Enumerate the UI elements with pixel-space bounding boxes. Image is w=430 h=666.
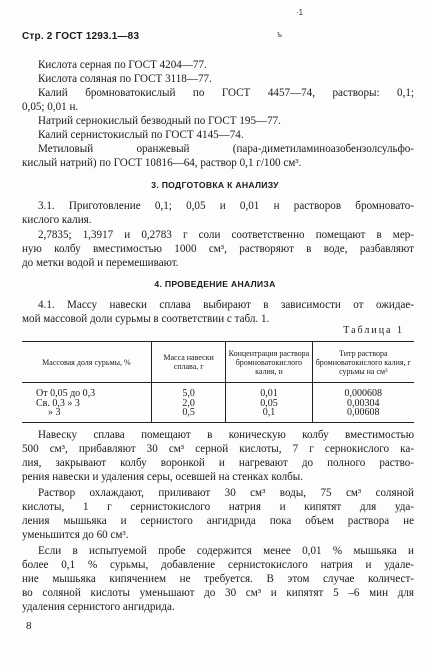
paragraph-line: более 0,1 % сурьмы, добавление сернистокислого натрия и удале- [22, 559, 414, 571]
paragraph-line: уменьшится до 60 см³. [22, 529, 129, 541]
cell-line: 0,00608 [347, 407, 380, 419]
reagent-line: Калий бромноватокислый по ГОСТ 4457—74, растворы: 0,1; [38, 87, 414, 99]
section-title: 4. ПРОВЕДЕНИЕ АНАЛИЗА [154, 279, 276, 289]
table-cell [151, 383, 225, 423]
paragraph-line: ления мышьяка и сернистого ангидрида пока объем раствора не [22, 515, 414, 527]
table-header-row [22, 342, 414, 383]
paragraph-line: Раствор охлаждают, приливают 30 см³ воды, 75 см³ соляной [38, 487, 414, 499]
cell-line: 0,00304 [347, 397, 380, 409]
page-header: Стр. 2 ГОСТ 1293.1—83 [22, 31, 140, 42]
column-header: Титр раствора бромноватокислого калия, г сурьмы на см³ [312, 342, 414, 383]
table-caption: Таблица 1 [343, 325, 404, 336]
page-number: 8 [26, 620, 32, 632]
column-header: Концентрация раствора бромноватокислого калия, н [226, 342, 312, 383]
cell-line: 0,000608 [344, 388, 383, 399]
paragraph-line: кислого калия. [22, 214, 92, 226]
scan-mark: ·1 [296, 8, 304, 17]
cell-line: Св. 0,3 » 3 [36, 397, 80, 409]
cell-line: 0,05 [260, 397, 278, 409]
reagent-line: Калий сернистокислый по ГОСТ 4145—74. [38, 129, 244, 141]
reagent-line: Натрий сернокислый безводный по ГОСТ 195—77. [38, 115, 281, 127]
reagent-line: Метиловый оранжевый (пара-диметиламиноазобензолсульфо- [38, 143, 414, 155]
reagent-line: 0,05; 0,01 н. [22, 101, 79, 113]
paragraph-line: Навеску сплава помещают в коническую колбу вместимостью [38, 429, 414, 441]
reagent-line: Кислота серная по ГОСТ 4204—77. [38, 59, 207, 71]
cell-line: » 3 [48, 407, 61, 419]
data-table [22, 341, 414, 423]
paragraph-line: во соляной кислоты уменьшают до 30 см³ и кипятят 5 –6 мин для [22, 587, 414, 599]
cell-line: 2,0 [182, 397, 195, 409]
reagent-line: кислый натрий) по ГОСТ 10816—64, раствор 0,1 г/100 см³. [22, 157, 302, 169]
cell-line: 0,1 [262, 407, 276, 419]
paragraph-line: мой массовой доли сурьмы в соответствии с табл. 1. [22, 313, 270, 325]
reagent-line: Кислота соляная по ГОСТ 3118—77. [38, 73, 212, 85]
table-cell [312, 383, 414, 423]
paragraph-line: рения навески и удаления серы, осевшей на стенках колбы. [22, 471, 304, 483]
cell-line: 0,5 [182, 407, 195, 419]
paragraph-line: кислоты, 1 г сернистокислого натрия и кипятят для уда- [22, 501, 414, 513]
cell-line: 5,0 [182, 388, 195, 399]
paragraph-line: лия, закрывают колбу воронкой и нагревают до полного раство- [22, 457, 414, 469]
column-header: Масса навески сплава, г [151, 342, 225, 383]
paragraph-line: до метки водой и перемешивают. [22, 257, 179, 269]
column-header: Массовая доля сурьмы, % [22, 342, 151, 383]
cell-line: От 0,05 до 0,3 [36, 388, 96, 399]
table-cell [226, 383, 312, 423]
paragraph-line: 2,7835; 1,3917 и 0,2783 г соли соответственно помещают в мер- [38, 229, 414, 241]
scan-mark: ъ [277, 30, 282, 39]
section-title: 3. ПОДГОТОВКА К АНАЛИЗУ [151, 180, 279, 190]
paragraph-line: ние мышьяка кипячением не требуется. В этом случае количест- [22, 573, 414, 585]
table-row [22, 383, 414, 423]
paragraph-line: 3.1. Приготовление 0,1; 0,05 и 0,01 н растворов бромновато- [38, 200, 414, 212]
paragraph-line: ную колбу вместимостью 1000 см³, растворяют в воде, разбавляют [22, 243, 414, 255]
cell-line: 0,01 [260, 388, 278, 399]
paragraph-line: 500 см³, прибавляют 30 см³ серной кислоты, 7 г сернокислого ка- [22, 443, 414, 455]
table-cell [22, 383, 151, 423]
paragraph-line: 4.1. Массу навески сплава выбирают в зависимости от ожидае- [38, 299, 414, 311]
paragraph-line: Если в испытуемой пробе содержится менее 0,01 % мышьяка и [38, 545, 414, 557]
paragraph-line: удаления сернистого ангидрида. [22, 601, 175, 613]
